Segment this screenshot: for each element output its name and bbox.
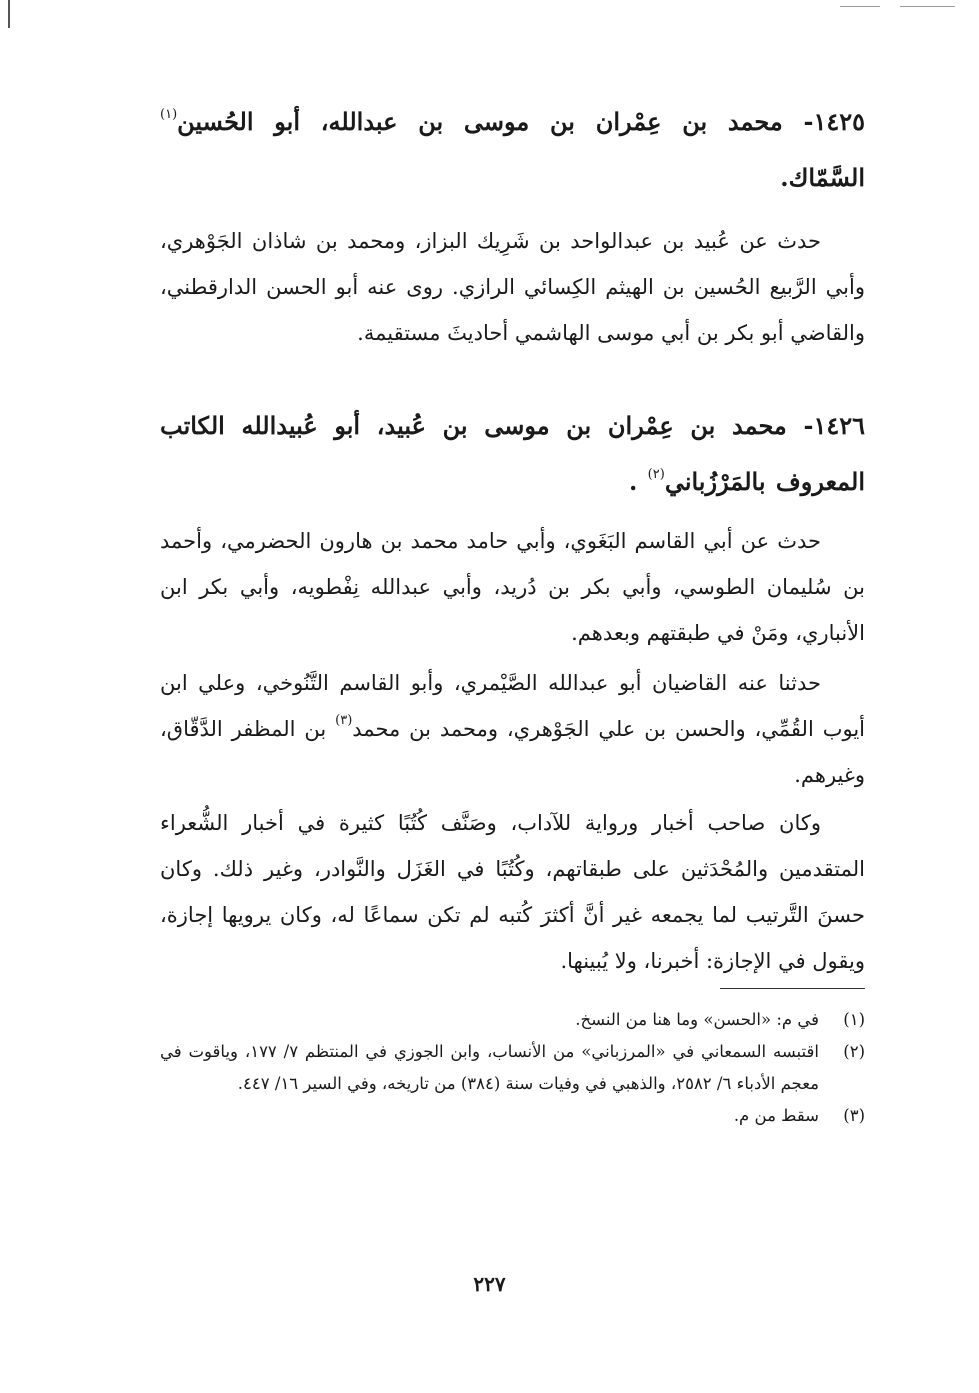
students-text: حدثنا عنه القاضيان أبو عبدالله الصَّيْمري، وأبو القاسم التَّنُوخي، وعلي ابن أيوب القُمِّي، والحسن بن علي الجَوْهري، ومحمد بن محمد — [160, 671, 865, 741]
footnote-number: (٣) — [843, 1106, 865, 1125]
footnote-ref: (١) — [160, 107, 178, 122]
entry-heading-text: ١٤٢٥- محمد بن عِمْران بن موسى بن عبدالله، أبو الحُسين — [177, 107, 865, 136]
footnote-text: في م: «الحسن» وما هنا من النسخ. — [575, 1010, 819, 1029]
footnote-1 — [160, 1004, 865, 1036]
entry-heading-1426 — [160, 398, 865, 510]
footnote-number: (١) — [843, 1010, 865, 1029]
entry-1426-teachers: حدث عن أبي القاسم البَغَوي، وأبي حامد محمد بن هارون الحضرمي، وأحمد بن سُليمان الطوسي، وأبي بكر بن دُريد، وأبي عبدالله نِفْطويه، وأبي بكر ابن الأنباري، ومَنْ في طبقتهم وبعدهم. — [160, 529, 865, 645]
footnotes — [160, 1004, 865, 1132]
footnote-2 — [160, 1036, 865, 1100]
entry-heading-text: السَّمّاك. — [780, 163, 865, 192]
footnote-number: (٢) — [843, 1042, 865, 1061]
footnote-ref: (٣) — [335, 713, 353, 728]
entry-heading-text: ١٤٢٦- محمد بن عِمْران بن موسى بن عُبيد، أبو عُبيدالله الكاتب المعروف بالمَرْزُباني — [160, 411, 865, 496]
page-number: ٢٢٧ — [473, 1272, 506, 1296]
footnote-text: اقتبسه السمعاني في «المرزباني» من الأنساب، وابن الجوزي في المنتظم ٧/ ١٧٧، وياقوت في معجم الأدباء ٦/ ٢٥٨٢، والذهبي في وفيات سنة (٣٨٤) من تاريخه، وفي السير ١٦/ ٤٤٧. — [160, 1042, 819, 1093]
students-text: بن المظفر الدَّقّاق، وغيرهم. — [160, 717, 865, 787]
footnote-3 — [160, 1100, 865, 1132]
footnote-text: سقط من م. — [733, 1106, 819, 1125]
footnote-separator — [720, 988, 865, 989]
entry-1426-description: وكان صاحب أخبار ورواية للآداب، وصَنَّف كُتُبًا كثيرة في أخبار الشُّعراء المتقدمين والمُحْدَثين على طبقاتهم، وكُتُبًا في الغَزَل والنَّوادر، وغير ذلك. وكان حسنَ التَّرتيب لما يجمعه غير أنَّ أكثرَ كُتبه لم تكن سماعًا له، وكان يرويها إجازة، ويقول في الإجازة: أخبرنا، ولا يُبينها. — [160, 811, 865, 973]
entry-1426-students — [160, 660, 865, 798]
footnote-ref: (٢) — [647, 467, 665, 482]
entry-1425-body: حدث عن عُبيد بن عبدالواحد بن شَرِيك البزاز، ومحمد بن شاذان الجَوْهري، وأبي الرَّبيع الحُسين بن الهيثم الكِسائي الرازي. روى عنه أبو الحسن الدارقطني، والقاضي أبو بكر بن أبي موسى الهاشمي أحاديثَ مستقيمة. — [160, 229, 865, 345]
entry-heading-text: . — [628, 467, 648, 496]
entry-heading-1425 — [160, 94, 865, 206]
scan-top-dash — [840, 6, 880, 7]
scan-edge-mark — [8, 0, 10, 28]
scan-top-dash — [900, 6, 955, 7]
